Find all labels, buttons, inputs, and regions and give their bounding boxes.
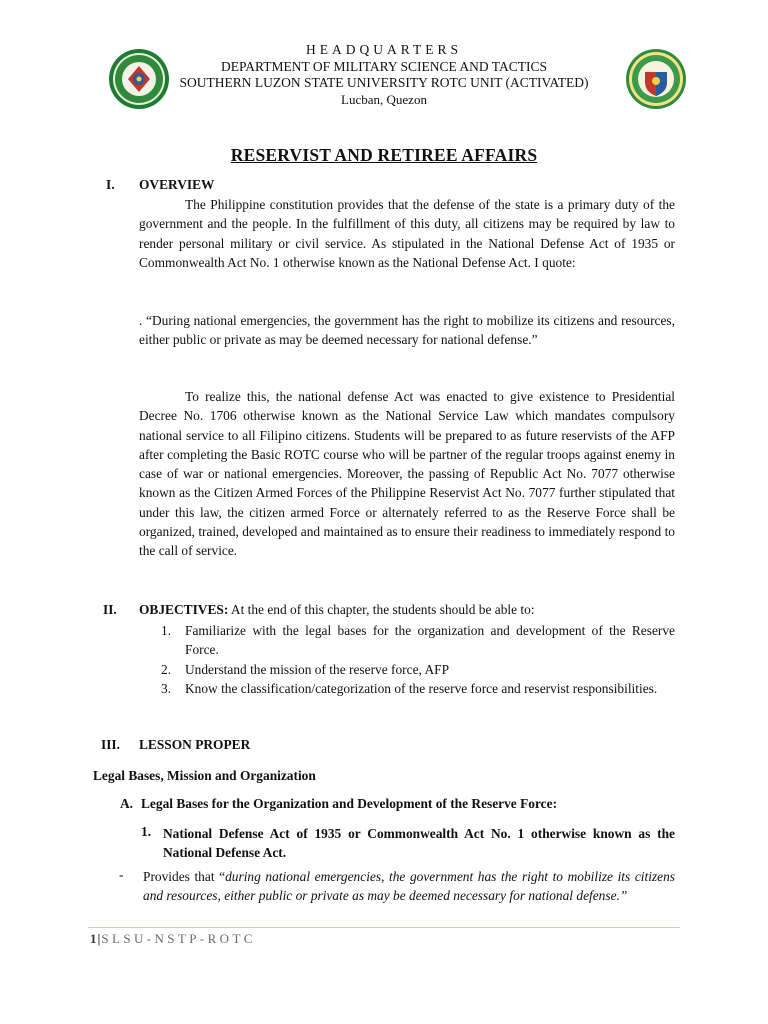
overview-paragraph-2: To realize this, the national defense Act was enacted to give existence to Presidential Decree No. 1706 otherwise known as the National Service Law which mandates compulsory national service to all Filipino citizens. Students will be prepared to as future reservists of the AFP after completing the Basic ROTC course who will be partner of the regular troops against enemy in case of war or national emergencies. Moreover, the passing of Republic Act No. 7077 otherwise known as the Citizen Armed Forces of the Philippine Reservist Act No. 7077 further stipulated that under this law, the citizen armed Force or alternately referred to as the Reserve Force shall be organized, trained, developed and maintained as to ensure their readiness to immediately respond to the call of service.: [139, 389, 675, 559]
provides-dash: -: [119, 867, 124, 882]
list-item: 2. Understand the mission of the reserve force, AFP: [161, 661, 450, 677]
overview-quote: . “During national emergencies, the government has the right to mobilize its citizens and resources, either public or private as may be deemed necessary for national defense.”: [139, 313, 675, 348]
page-footer: [90, 931, 256, 947]
footer-divider: [88, 927, 680, 928]
overview-paragraph-1: The Philippine constitution provides that the defense of the state is a primary duty of the government and the people. In the fulfillment of this duty, all citizens may be required by law to render personal military or civil service. As stipulated in the National Defense Act of 1935 or Commonwealth Act No. 1 otherwise known as the National Defense Act. I quote:: [139, 197, 675, 270]
section-heading-overview: OVERVIEW: [139, 177, 215, 192]
rotc-seal-icon: [625, 48, 687, 110]
section-number-lesson: III.: [101, 737, 120, 752]
footer-separator: |: [97, 931, 102, 946]
section-number-overview: I.: [106, 177, 115, 192]
header-line-unit: SOUTHERN LUZON STATE UNIVERSITY ROTC UNIT (ACTIVATED): [179, 75, 589, 90]
objectives-list: [161, 621, 675, 698]
objectives-intro: At the end of this chapter, the students should be able to:: [228, 602, 535, 617]
list-item: 1. Familiarize with the legal bases for the organization and development of the Reserve Force.: [161, 623, 675, 658]
item-a-text: Legal Bases for the Organization and Development of the Reserve Force:: [141, 796, 558, 811]
item-1-text: National Defense Act of 1935 or Commonwealth Act No. 1 otherwise known as the National Defense Act.: [163, 826, 675, 861]
section-heading-objectives: OBJECTIVES:: [139, 602, 229, 617]
footer-text: SLSU-NSTP-ROTC: [101, 931, 256, 946]
document-header: [0, 42, 768, 114]
header-line-headquarters: HEADQUARTERS: [306, 42, 462, 57]
header-line-department: DEPARTMENT OF MILITARY SCIENCE AND TACTICS: [221, 58, 547, 74]
item-a-number: A.: [120, 796, 134, 811]
section-heading-lesson: LESSON PROPER: [139, 737, 251, 752]
header-line-location: Lucban, Quezon: [341, 91, 427, 107]
page-number: 1: [90, 931, 98, 946]
item-1-number: 1.: [141, 824, 152, 839]
page-title: RESERVIST AND RETIREE AFFAIRS: [230, 145, 538, 165]
provides-paragraph: Provides that “during national emergencies, the government has the right to mobilize its citizens and resources, either public or private as may be deemed necessary for national defense.”: [143, 869, 675, 904]
lesson-subheading: Legal Bases, Mission and Organization: [93, 768, 316, 783]
list-item: 3. Know the classification/categorization of the reserve force and reservist responsibilities.: [161, 680, 658, 696]
section-number-objectives: II.: [103, 602, 117, 617]
